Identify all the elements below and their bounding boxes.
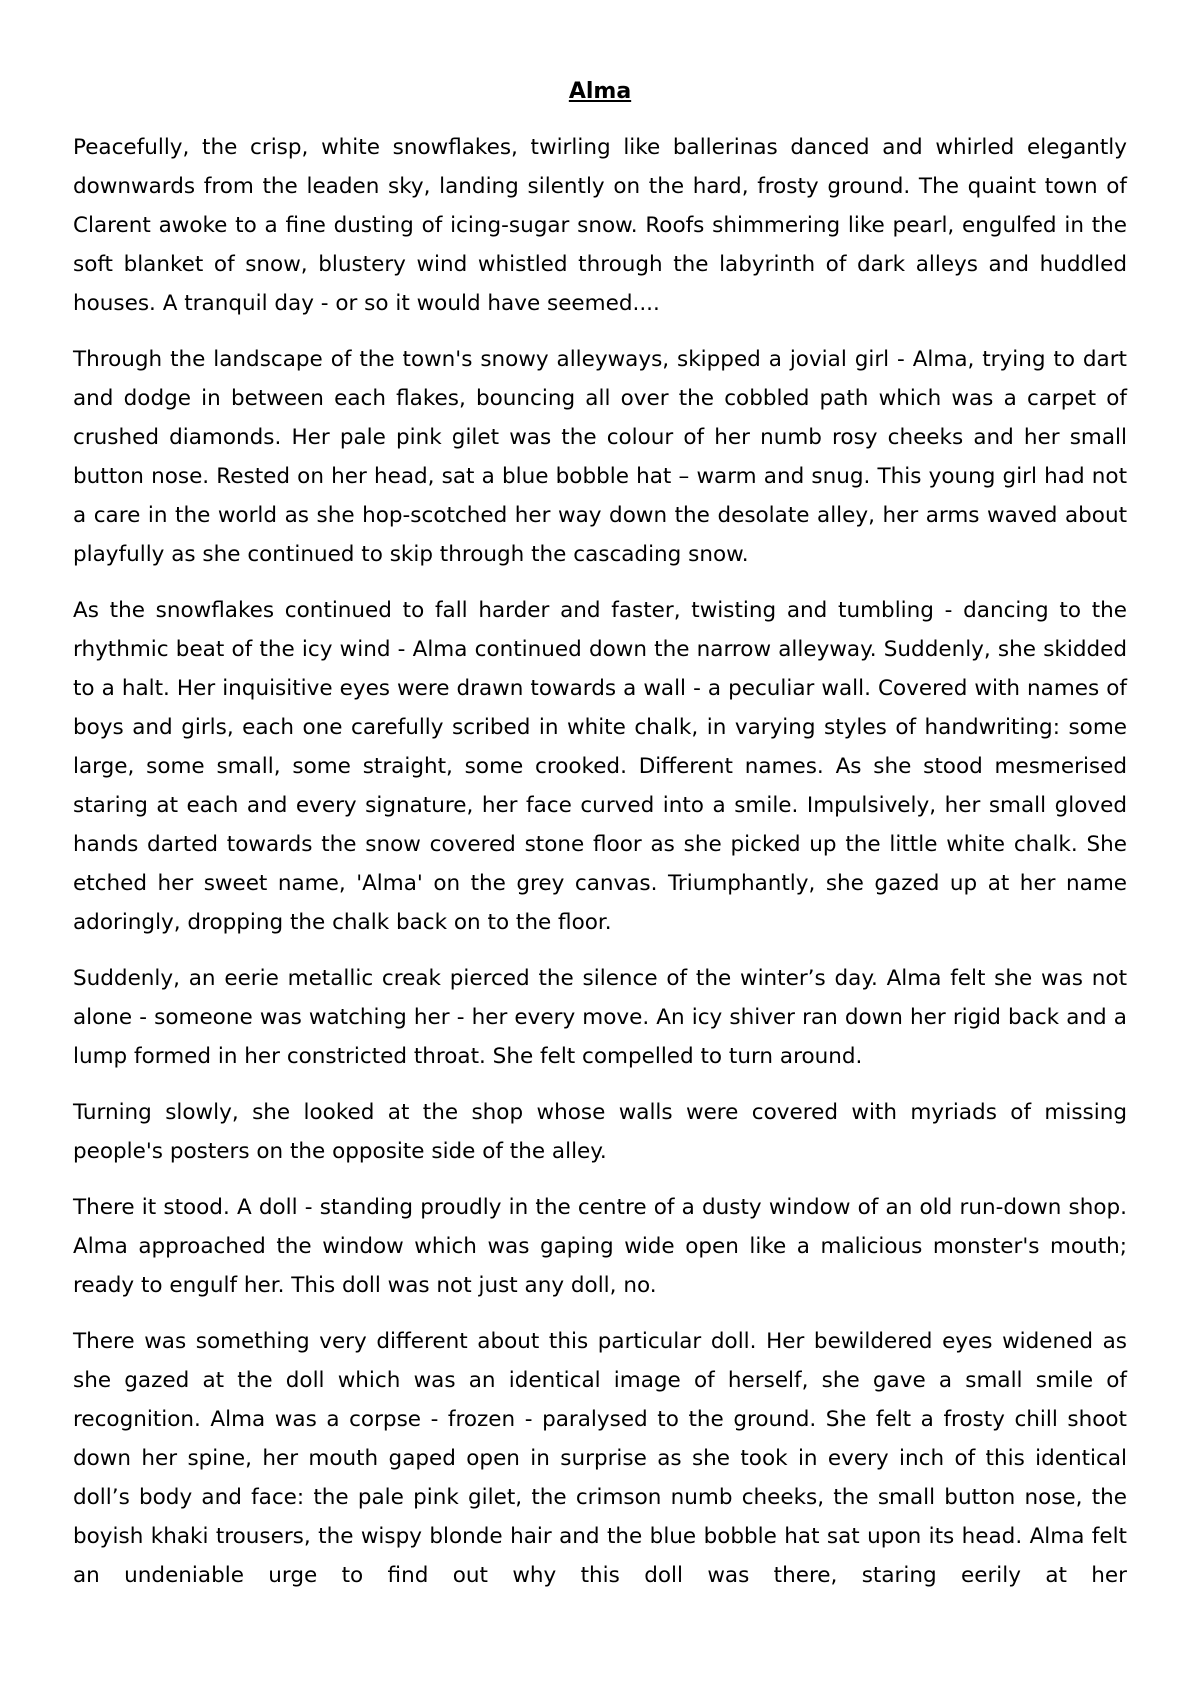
story-title: Alma [568,79,632,104]
story-body [73,128,1127,1612]
paragraph-1: Peacefully, the crisp, white snowflakes, twirling like ballerinas danced and whirled elegantly downwards from the leaden sky, landing silently on the hard, frosty ground. The quaint town of Clarent awoke to a fine dusting of icing-sugar snow. Roofs shimmering like pearl, engulfed in the soft blanket of snow, blustery wind whistled through the labyrinth of dark alleys and huddled houses. A tranquil day - or so it would have seemed.... [73,135,1127,316]
paragraph-4: Suddenly, an eerie metallic creak pierced the silence of the winter’s day. Alma felt she was not alone - someone was watching her - her every move. An icy shiver ran down her rigid back and a lump formed in her constricted throat. She felt compelled to turn around. [73,966,1127,1069]
paragraph-3: As the snowflakes continued to fall harder and faster, twisting and tumbling - dancing to the rhythmic beat of the icy wind - Alma continued down the narrow alleyway. Suddenly, she skidded to a halt. Her inquisitive eyes were drawn towards a wall - a peculiar wall. Covered with names of boys and girls, each one carefully scribed in white chalk, in varying styles of handwriting: some large, some small, some straight, some crooked. Different names. As she stood mesmerised staring at each and every signature, her face curved into a smile. Impulsively, her small gloved hands darted towards the snow covered stone floor as she picked up the little white chalk. She etched her sweet name, 'Alma' on the grey canvas. Triumphantly, she gazed up at her name adoringly, dropping the chalk back on to the floor. [73,598,1127,935]
paragraph-5: Turning slowly, she looked at the shop whose walls were covered with myriads of missing people's posters on the opposite side of the alley. [73,1100,1127,1164]
paragraph-7: There was something very different about this particular doll. Her bewildered eyes widened as she gazed at the doll which was an identical image of herself, she gave a small smile of recognition. Alma was a corpse - frozen - paralysed to the ground. She felt a frosty chill shoot down her spine, her mouth gaped open in surprise as she took in every inch of this identical doll’s body and face: the pale pink gilet, the crimson numb cheeks, the small button nose, the boyish khaki trousers, the wispy blonde hair and the blue bobble hat sat upon its head. Alma felt an undeniable urge to find out why this doll was there, staring eerily at her [73,1329,1127,1588]
paragraph-2: Through the landscape of the town's snowy alleyways, skipped a jovial girl - Alma, trying to dart and dodge in between each flakes, bouncing all over the cobbled path which was a carpet of crushed diamonds. Her pale pink gilet was the colour of her numb rosy cheeks and her small button nose. Rested on her head, sat a blue bobble hat – warm and snug. This young girl had not a care in the world as she hop-scotched her way down the desolate alley, her arms waved about playfully as she continued to skip through the cascading snow. [73,347,1127,567]
paragraph-6: There it stood. A doll - standing proudly in the centre of a dusty window of an old run-down shop. Alma approached the window which was gaping wide open like a malicious monster's mouth; ready to engulf her. This doll was not just any doll, no. [73,1195,1127,1298]
